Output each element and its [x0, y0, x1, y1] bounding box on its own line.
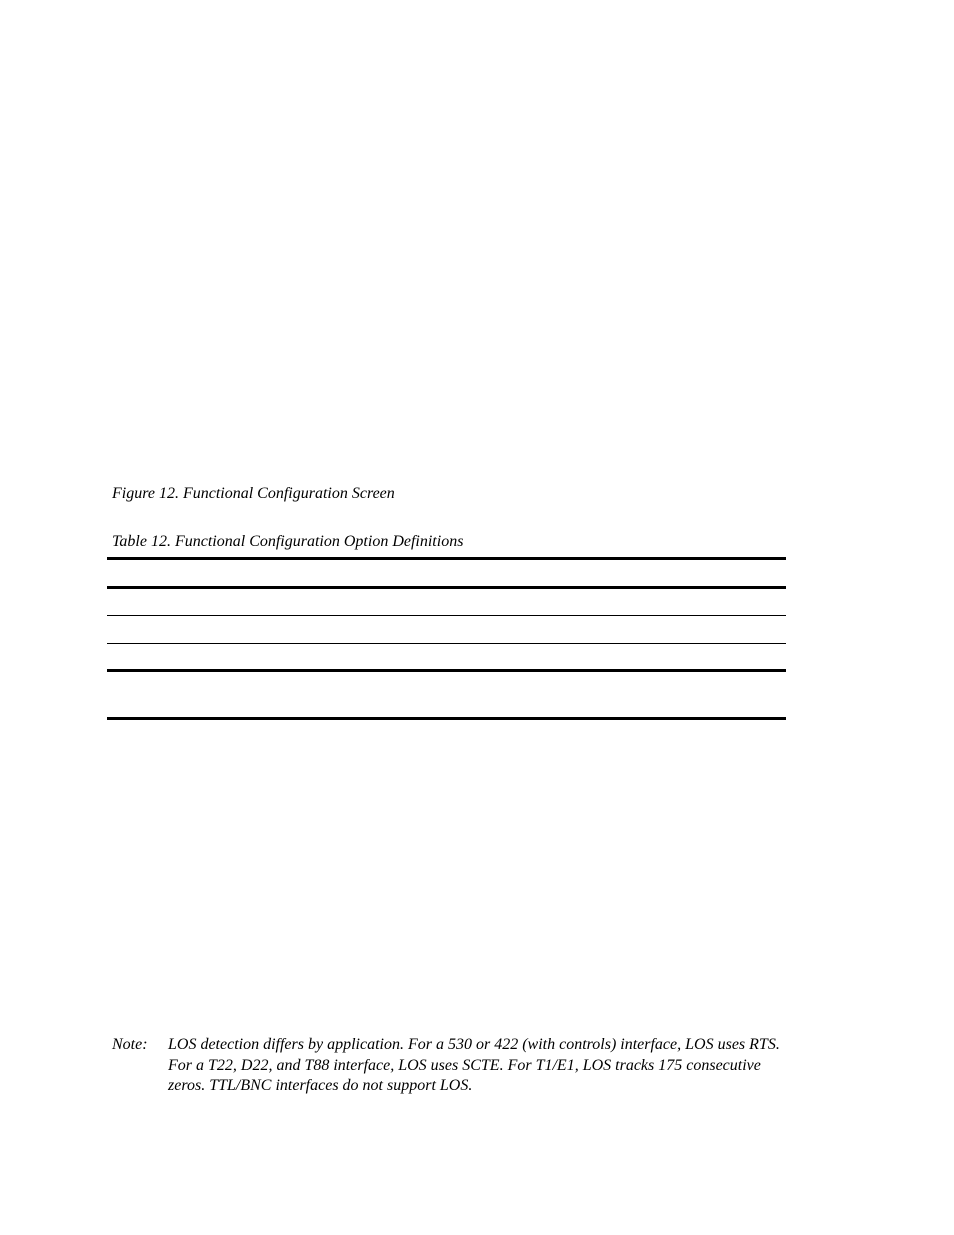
table-top-rule: [107, 557, 786, 560]
table-row-divider: [107, 615, 786, 616]
figure-caption: Figure 12. Functional Configuration Screen: [112, 485, 395, 502]
table-header-rule: [107, 586, 786, 589]
table-caption: Table 12. Functional Configuration Option Definitions: [112, 533, 464, 550]
note-label: Note:: [112, 1036, 148, 1053]
table-row-divider: [107, 669, 786, 672]
table-bottom-rule: [107, 717, 786, 720]
note-text: LOS detection differs by application. For a 530 or 422 (with controls) interface, LOS uses RTS. For a T22, D22, and T88 interface, LOS uses SCTE. For T1/E1, LOS tracks 175 consecutive zeros. TTL/BNC interfaces do not support LOS.: [168, 1036, 780, 1094]
table-row-divider: [107, 643, 786, 644]
